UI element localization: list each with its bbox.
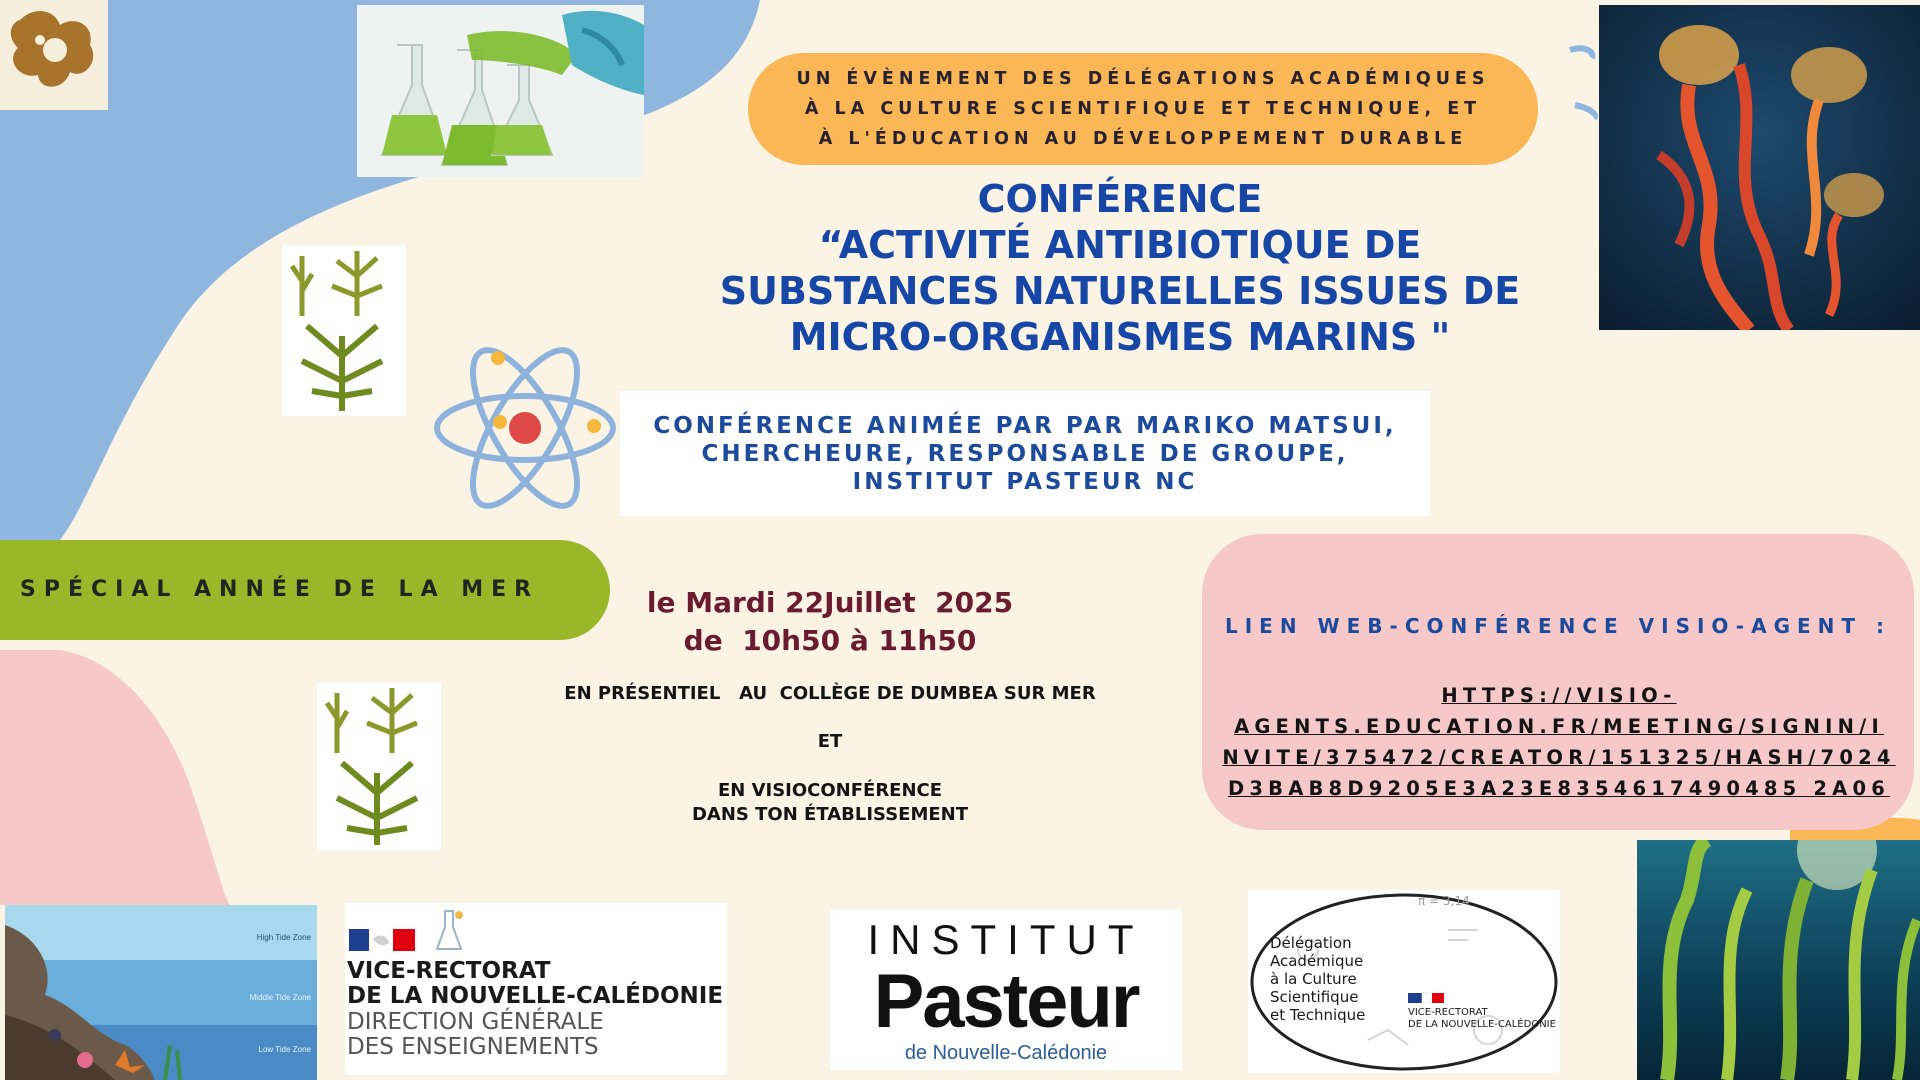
visio-line-2: DANS TON ÉTABLISSEMENT bbox=[691, 804, 969, 825]
atom-icon bbox=[430, 340, 620, 515]
link-line-2[interactable]: AGENTS.EDUCATION.FR/MEETING/SIGNIN/I bbox=[1234, 715, 1884, 738]
attendance-visio bbox=[500, 779, 1160, 827]
science-flask-icon bbox=[431, 905, 471, 955]
event-schedule bbox=[560, 584, 1100, 660]
speaker-line-3: INSTITUT PASTEUR NC bbox=[852, 468, 1198, 495]
speaker-box bbox=[620, 391, 1430, 516]
delegation-line-4: Scientifique bbox=[1270, 988, 1359, 1006]
title-line-1: CONFÉRENCE bbox=[977, 177, 1263, 221]
delegation-line-2: Académique bbox=[1270, 952, 1364, 970]
delegation-line-1: Délégation bbox=[1270, 934, 1352, 952]
event-banner-line-1: UN ÉVÈNEMENT DES DÉLÉGATIONS ACADÉMIQUES bbox=[796, 69, 1490, 89]
special-year-label: SPÉCIAL ANNÉE DE LA MER bbox=[20, 577, 540, 602]
sponge-photo bbox=[0, 0, 108, 110]
vr-line-4: DES ENSEIGNEMENTS bbox=[347, 1034, 599, 1060]
web-conference-box bbox=[1202, 534, 1914, 830]
delegation-line-5: et Technique bbox=[1270, 1006, 1366, 1024]
republique-flag-icon bbox=[349, 925, 415, 955]
seaweed-illustration-1 bbox=[282, 246, 406, 416]
tide-label-middle: Middle Tide Zone bbox=[249, 993, 311, 1002]
event-time: de 10h50 à 11h50 bbox=[683, 624, 977, 657]
link-line-3[interactable]: NVITE/375472/CREATOR/151325/HASH/7024 bbox=[1222, 746, 1896, 769]
title-line-3: SUBSTANCES NATURELLES ISSUES DE bbox=[719, 269, 1521, 313]
tide-label-high: High Tide Zone bbox=[256, 933, 311, 942]
tide-zones-illustration bbox=[5, 905, 317, 1080]
blue-swirl bbox=[1570, 48, 1593, 58]
delegation-vr-line-2: DE LA NOUVELLE-CALÉDONIE bbox=[1408, 1019, 1556, 1030]
vr-line-2: DE LA NOUVELLE-CALÉDONIE bbox=[347, 983, 724, 1009]
presential-text: EN PRÉSENTIEL AU COLLÈGE DE DUMBEA SUR MER bbox=[564, 683, 1096, 704]
visio-line-1: EN VISIOCONFÉRENCE bbox=[717, 780, 943, 801]
event-date: le Mardi 22Juillet 2025 bbox=[646, 586, 1014, 619]
delegation-vr-line-1: VICE-RECTORAT bbox=[1408, 1007, 1488, 1018]
pasteur-line-2: Pasteur bbox=[873, 959, 1139, 1044]
special-year-banner bbox=[0, 540, 610, 640]
event-banner-line-3: À L'ÉDUCATION AU DÉVELOPPEMENT DURABLE bbox=[818, 129, 1468, 149]
pink-blob-left bbox=[0, 650, 230, 905]
delegation-formula: π = 3,14 bbox=[1418, 894, 1470, 908]
blue-swirl-2 bbox=[1575, 105, 1595, 118]
attendance-presential bbox=[500, 682, 1160, 706]
speaker-line-1: CONFÉRENCE ANIMÉE PAR PAR MARIKO MATSUI, bbox=[653, 412, 1397, 439]
tide-label-low: Low Tide Zone bbox=[258, 1045, 311, 1054]
pasteur-line-1: INSTITUT bbox=[867, 916, 1145, 963]
speaker-line-2: CHERCHEURE, RESPONSABLE DE GROUPE, bbox=[701, 440, 1349, 467]
vr-line-3: DIRECTION GÉNÉRALE bbox=[347, 1009, 604, 1035]
lab-flasks-photo bbox=[357, 5, 644, 177]
event-banner bbox=[748, 53, 1538, 165]
link-line-1[interactable]: HTTPS://VISIO- bbox=[1441, 684, 1677, 707]
vice-rectorat-logo bbox=[345, 903, 727, 1075]
conference-title bbox=[620, 176, 1620, 360]
title-line-2: “ACTIVITÉ ANTIBIOTIQUE DE bbox=[818, 223, 1422, 267]
event-banner-line-2: À LA CULTURE SCIENTIFIQUE ET TECHNIQUE, ET bbox=[804, 99, 1482, 119]
delegation-line-3: à la Culture bbox=[1270, 970, 1357, 988]
link-line-4[interactable]: D3BAB8D9205E3A23E8354617490485 2A06 bbox=[1227, 777, 1890, 800]
delegation-logo bbox=[1248, 890, 1560, 1073]
web-conference-label: LIEN WEB-CONFÉRENCE VISIO-AGENT : bbox=[1225, 614, 1891, 638]
pasteur-line-3: de Nouvelle-Calédonie bbox=[904, 1042, 1108, 1064]
institut-pasteur-logo bbox=[830, 910, 1182, 1070]
and-text: ET bbox=[817, 731, 843, 752]
jellyfish-coral-photo bbox=[1599, 5, 1920, 330]
kelp-forest-photo bbox=[1637, 840, 1920, 1080]
title-line-4: MICRO-ORGANISMES MARINS " bbox=[789, 315, 1451, 359]
seaweed-illustration-2 bbox=[317, 683, 441, 850]
attendance-and bbox=[500, 730, 1160, 754]
web-conference-link[interactable] bbox=[1206, 680, 1912, 804]
vr-line-1: VICE-RECTORAT bbox=[347, 958, 551, 984]
